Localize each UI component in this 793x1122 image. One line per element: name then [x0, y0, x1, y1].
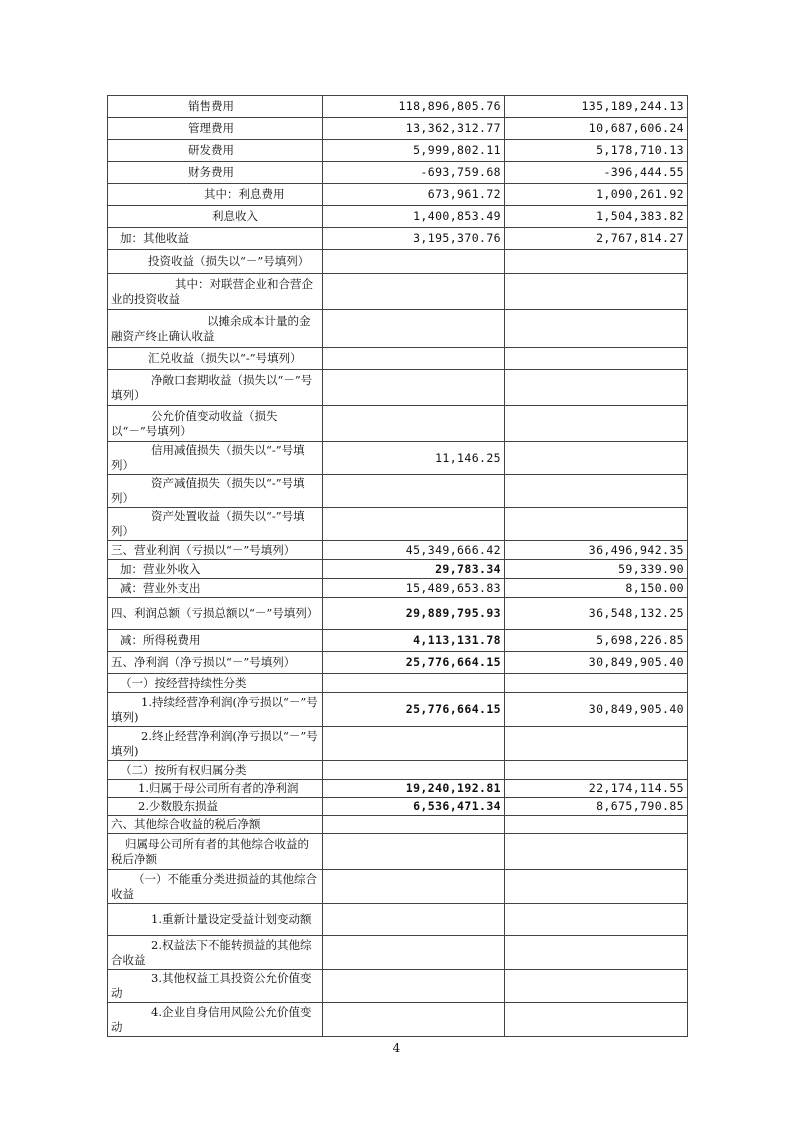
row-label: 2.终止经营净利润(净亏损以“－”号填列) — [108, 727, 323, 761]
current-period-value — [323, 834, 505, 870]
previous-period-value — [505, 834, 688, 870]
row-label: 减：所得税费用 — [108, 630, 323, 652]
current-period-value — [323, 274, 505, 310]
table-row — [108, 310, 688, 348]
current-period-value — [323, 475, 505, 508]
table-row — [108, 727, 688, 761]
table-row — [108, 162, 688, 184]
previous-period-value: 8,675,790.85 — [505, 798, 688, 816]
table-row — [108, 834, 688, 870]
table-row — [108, 798, 688, 816]
row-label: 加：营业外收入 — [108, 560, 323, 579]
previous-period-value — [505, 442, 688, 475]
previous-period-value: 2,767,814.27 — [505, 228, 688, 250]
table-row — [108, 560, 688, 579]
table-row — [108, 693, 688, 727]
table-row — [108, 936, 688, 970]
row-label: 归属母公司所有者的其他综合收益的税后净额 — [108, 834, 323, 870]
page-number: 4 — [392, 1041, 401, 1055]
current-period-value — [323, 674, 505, 693]
table-row — [108, 406, 688, 442]
table-row — [108, 630, 688, 652]
row-label: （一）不能重分类进损益的其他综合收益 — [108, 870, 323, 904]
row-label: 财务费用 — [108, 162, 323, 184]
table-row — [108, 870, 688, 904]
current-period-value: 25,776,664.15 — [323, 652, 505, 674]
previous-period-value — [505, 761, 688, 780]
table-row — [108, 206, 688, 228]
row-label: 四、利润总额（亏损总额以“－”号填列） — [108, 598, 323, 630]
row-label: （二）按所有权归属分类 — [108, 761, 323, 780]
current-period-value: 4,113,131.78 — [323, 630, 505, 652]
previous-period-value: 30,849,905.40 — [505, 693, 688, 727]
table-row — [108, 652, 688, 674]
current-period-value — [323, 970, 505, 1003]
previous-period-value: 1,504,383.82 — [505, 206, 688, 228]
row-label: 汇兑收益（损失以“-”号填列） — [108, 348, 323, 370]
table-row — [108, 970, 688, 1003]
previous-period-value — [505, 406, 688, 442]
row-label: 公允价值变动收益（损失以“－”号填列） — [108, 406, 323, 442]
current-period-value: 5,999,802.11 — [323, 140, 505, 162]
table-row — [108, 780, 688, 798]
table-row — [108, 228, 688, 250]
current-period-value: 19,240,192.81 — [323, 780, 505, 798]
row-label: 三、营业利润（亏损以“－”号填列） — [108, 541, 323, 560]
row-label: 销售费用 — [108, 96, 323, 118]
current-period-value: 6,536,471.34 — [323, 798, 505, 816]
previous-period-value — [505, 674, 688, 693]
table-row — [108, 118, 688, 140]
table-row — [108, 250, 688, 274]
row-label: 净敞口套期收益（损失以“－”号填列） — [108, 370, 323, 406]
row-label: 3.其他权益工具投资公允价值变动 — [108, 970, 323, 1003]
income-statement-table — [107, 95, 688, 1037]
previous-period-value — [505, 475, 688, 508]
table-row — [108, 674, 688, 693]
row-label: （一）按经营持续性分类 — [108, 674, 323, 693]
previous-period-value: 30,849,905.40 — [505, 652, 688, 674]
previous-period-value — [505, 508, 688, 541]
row-label: 资产减值损失（损失以“-”号填列） — [108, 475, 323, 508]
current-period-value — [323, 904, 505, 936]
table-row — [108, 96, 688, 118]
current-period-value: 25,776,664.15 — [323, 693, 505, 727]
current-period-value — [323, 936, 505, 970]
previous-period-value — [505, 816, 688, 834]
table-row — [108, 1003, 688, 1037]
row-label: 2.权益法下不能转损益的其他综合收益 — [108, 936, 323, 970]
row-label: 研发费用 — [108, 140, 323, 162]
table-row — [108, 508, 688, 541]
previous-period-value: 10,687,606.24 — [505, 118, 688, 140]
table-row — [108, 184, 688, 206]
table-row — [108, 348, 688, 370]
table-row — [108, 579, 688, 598]
current-period-value: 15,489,653.83 — [323, 579, 505, 598]
previous-period-value — [505, 370, 688, 406]
row-label: 1.归属于母公司所有者的净利润 — [108, 780, 323, 798]
current-period-value: 11,146.25 — [323, 442, 505, 475]
table-row — [108, 475, 688, 508]
table-row — [108, 541, 688, 560]
current-period-value — [323, 761, 505, 780]
row-label: 其中：利息费用 — [108, 184, 323, 206]
previous-period-value: 5,698,226.85 — [505, 630, 688, 652]
current-period-value: 1,400,853.49 — [323, 206, 505, 228]
table-row — [108, 274, 688, 310]
current-period-value: 29,783.34 — [323, 560, 505, 579]
current-period-value — [323, 816, 505, 834]
previous-period-value — [505, 310, 688, 348]
previous-period-value — [505, 870, 688, 904]
table-row — [108, 442, 688, 475]
row-label: 1.重新计量设定受益计划变动额 — [108, 904, 323, 936]
current-period-value: 3,195,370.76 — [323, 228, 505, 250]
current-period-value — [323, 508, 505, 541]
current-period-value — [323, 727, 505, 761]
current-period-value — [323, 1003, 505, 1037]
row-label: 资产处置收益（损失以“-”号填列） — [108, 508, 323, 541]
previous-period-value — [505, 348, 688, 370]
current-period-value: 13,362,312.77 — [323, 118, 505, 140]
table-row — [108, 140, 688, 162]
previous-period-value: 135,189,244.13 — [505, 96, 688, 118]
row-label: 利息收入 — [108, 206, 323, 228]
current-period-value: 673,961.72 — [323, 184, 505, 206]
row-label: 投资收益（损失以“－”号填列） — [108, 250, 323, 274]
current-period-value — [323, 310, 505, 348]
row-label: 减：营业外支出 — [108, 579, 323, 598]
table-row — [108, 370, 688, 406]
row-label: 4.企业自身信用风险公允价值变动 — [108, 1003, 323, 1037]
previous-period-value — [505, 970, 688, 1003]
current-period-value — [323, 870, 505, 904]
previous-period-value: 8,150.00 — [505, 579, 688, 598]
previous-period-value — [505, 727, 688, 761]
previous-period-value — [505, 936, 688, 970]
current-period-value — [323, 406, 505, 442]
current-period-value — [323, 348, 505, 370]
row-label: 以摊余成本计量的金融资产终止确认收益 — [108, 310, 323, 348]
previous-period-value — [505, 1003, 688, 1037]
row-label: 1.持续经营净利润(净亏损以“－”号填列) — [108, 693, 323, 727]
row-label: 管理费用 — [108, 118, 323, 140]
previous-period-value: 1,090,261.92 — [505, 184, 688, 206]
previous-period-value — [505, 904, 688, 936]
current-period-value: -693,759.68 — [323, 162, 505, 184]
current-period-value — [323, 370, 505, 406]
row-label: 加：其他收益 — [108, 228, 323, 250]
row-label: 五、净利润（净亏损以“－”号填列） — [108, 652, 323, 674]
row-label: 2.少数股东损益 — [108, 798, 323, 816]
previous-period-value — [505, 274, 688, 310]
current-period-value: 118,896,805.76 — [323, 96, 505, 118]
previous-period-value: 5,178,710.13 — [505, 140, 688, 162]
previous-period-value — [505, 250, 688, 274]
table-row — [108, 761, 688, 780]
current-period-value: 45,349,666.42 — [323, 541, 505, 560]
current-period-value: 29,889,795.93 — [323, 598, 505, 630]
table-row — [108, 904, 688, 936]
table-row — [108, 598, 688, 630]
previous-period-value: 59,339.90 — [505, 560, 688, 579]
previous-period-value: 36,548,132.25 — [505, 598, 688, 630]
previous-period-value: 36,496,942.35 — [505, 541, 688, 560]
table-row — [108, 816, 688, 834]
previous-period-value: 22,174,114.55 — [505, 780, 688, 798]
row-label: 其中：对联营企业和合营企业的投资收益 — [108, 274, 323, 310]
row-label: 信用减值损失（损失以“-”号填列） — [108, 442, 323, 475]
previous-period-value: -396,444.55 — [505, 162, 688, 184]
row-label: 六、其他综合收益的税后净额 — [108, 816, 323, 834]
current-period-value — [323, 250, 505, 274]
